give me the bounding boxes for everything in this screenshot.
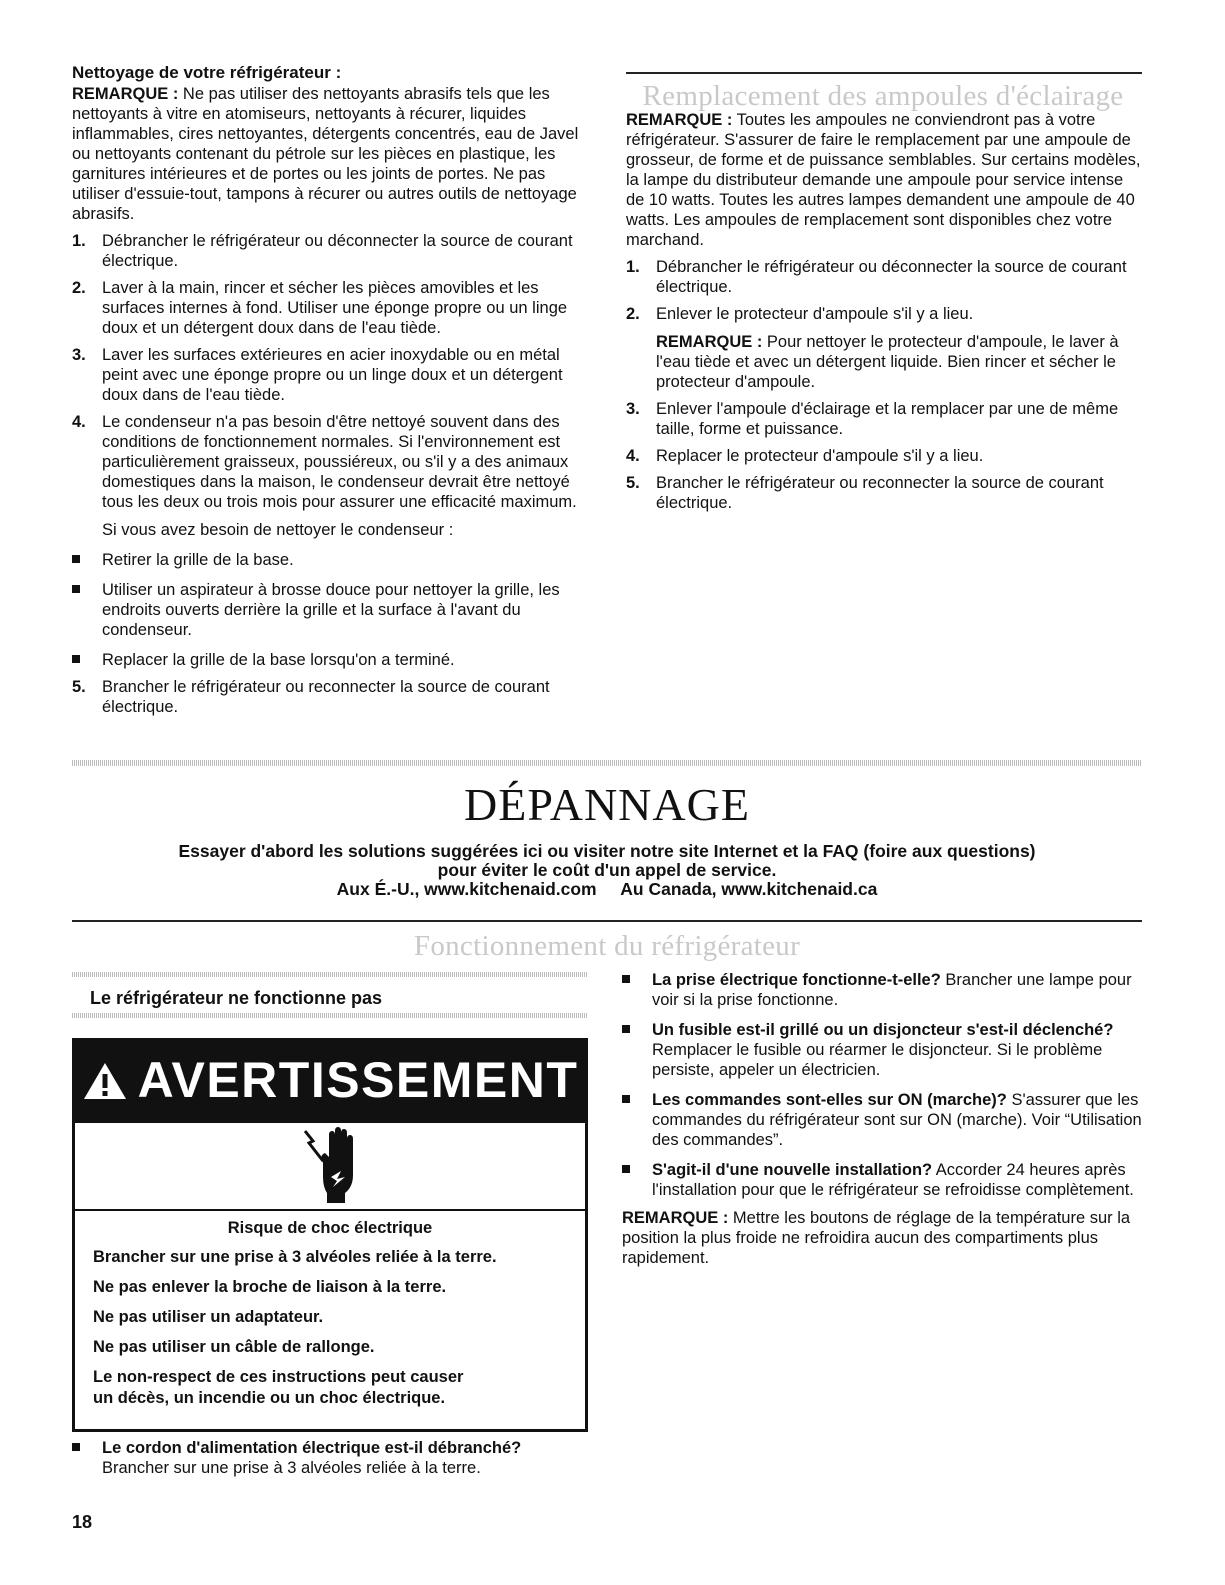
step-number: 4. xyxy=(626,447,640,465)
list-item xyxy=(626,304,1146,392)
question: Les commandes sont-elles sur ON (marche)? xyxy=(652,1091,1007,1109)
step-number: 4. xyxy=(72,413,86,431)
troubleshoot-bullets xyxy=(622,970,1142,1200)
cleaning-steps-end xyxy=(72,677,592,717)
power-cord-bullet xyxy=(72,1438,592,1478)
step-text: Débrancher le réfrigérateur ou déconnecter la source de courant électrique. xyxy=(102,232,573,270)
list-item xyxy=(72,412,592,540)
condenser-bullets xyxy=(72,550,592,670)
question: S'agit-il d'une nouvelle installation? xyxy=(652,1161,933,1179)
list-item xyxy=(626,446,1146,466)
list-item: Retirer la grille de la base. xyxy=(72,550,592,570)
answer: Brancher sur une prise à 3 alvéoles reliée à la terre. xyxy=(102,1459,481,1477)
subheading-rule-bottom xyxy=(72,1013,588,1018)
bulb-steps xyxy=(626,257,1146,513)
step-number: 1. xyxy=(72,232,86,250)
list-item: Utiliser un aspirateur à brosse douce pour nettoyer la grille, les endroits ouverts derrière la grille et la surface à l'avant du condenseur. xyxy=(72,580,592,640)
cleaning-steps xyxy=(72,231,592,540)
step-text: Enlever l'ampoule d'éclairage et la remplacer par une de même taille, forme et puissance. xyxy=(656,400,1119,438)
intro-line3: Aux É.-U., www.kitchenaid.com Au Canada, www.kitchenaid.ca xyxy=(336,879,878,899)
step-text: Enlever le protecteur d'ampoule s'il y a lieu. xyxy=(656,305,974,323)
step-number: 3. xyxy=(626,400,640,418)
note-label: REMARQUE : xyxy=(622,1209,729,1227)
temperature-note xyxy=(622,1208,1142,1268)
page-number: 18 xyxy=(72,1512,93,1532)
cleaning-note xyxy=(72,84,592,224)
cleaning-section xyxy=(72,62,592,717)
list-item: Replacer la grille de la base lorsqu'on a terminé. xyxy=(72,650,592,670)
question: La prise électrique fonctionne-t-elle? xyxy=(652,971,941,989)
list-item xyxy=(72,231,592,271)
bulb-section-title: Remplacement des ampoules d'éclairage xyxy=(642,80,1124,112)
warning-banner xyxy=(75,1041,585,1123)
question: Le cordon d'alimentation électrique est-il débranché? xyxy=(102,1439,522,1457)
answer: Remplacer le fusible ou réarmer le disjoncteur. Si le problème persiste, appeler un électricien. xyxy=(652,1041,1103,1079)
list-item xyxy=(622,1020,1142,1080)
step2-note xyxy=(656,332,1146,392)
note-text: Toutes les ampoules ne conviendront pas à votre réfrigérateur. S'assurer de faire le remplacement par une ampoule de grosseur, de forme et de puissance semblables. Sur certains modèles, la lampe du distributeur demande une ampoule pour service intense de 10 watts. Toutes les autres lampes demandent une ampoule de 40 watts. Les ampoules de remplacement sont disponibles chez votre marchand. xyxy=(626,111,1141,249)
electric-shock-hand-icon xyxy=(301,1127,361,1208)
note-text: Pour nettoyer le protecteur d'ampoule, le laver à l'eau tiède et avec un détergent liquide. Bien rincer et sécher le protecteur d'ampoule. xyxy=(656,333,1119,391)
subheading: Le réfrigérateur ne fonctionne pas xyxy=(90,988,383,1008)
subheading-rule-top xyxy=(72,972,588,977)
divider xyxy=(626,72,1142,74)
step-text: Brancher le réfrigérateur ou reconnecter la source de courant électrique. xyxy=(102,678,550,716)
warning-risk: Risque de choc électrique xyxy=(227,1218,433,1237)
note-text: Ne pas utiliser des nettoyants abrasifs tels que les nettoyants à vitre en atomiseurs, nettoyants à récurer, liquides inflammables, cires nettoyantes, détergents concentrés, eau de Javel ou nettoyants contenant du pétrole sur les pièces en plastique, les garnitures intérieures et de portes ou les joints de portes. Ne pas utiliser d'essuie-tout, tampons à récurer ou autres outils de nettoyage abrasifs. xyxy=(72,85,579,223)
step-text: Débrancher le réfrigérateur ou déconnecter la source de courant électrique. xyxy=(656,258,1127,296)
step-number: 1. xyxy=(626,258,640,276)
step-number: 5. xyxy=(72,678,86,696)
list-item xyxy=(72,677,592,717)
step-number: 2. xyxy=(626,305,640,323)
list-item xyxy=(626,399,1146,439)
operation-section-title: Fonctionnement du réfrigérateur xyxy=(413,930,801,962)
section-divider xyxy=(72,760,1142,766)
list-item xyxy=(72,345,592,405)
warning-line: Ne pas utiliser un câble de rallonge. xyxy=(93,1337,375,1356)
step-text: Laver à la main, rincer et sécher les pièces amovibles et les surfaces internes à fond. Utiliser une éponge propre ou un linge doux et un détergent doux dans de l'eau tiède. xyxy=(102,279,568,337)
list-item xyxy=(622,1090,1142,1150)
answer: Accorder 24 heures après l'installation pour que le réfrigérateur se refroidisse complètement. xyxy=(652,1161,1134,1199)
warning-line: Ne pas utiliser un adaptateur. xyxy=(93,1307,324,1326)
list-item xyxy=(72,1438,592,1478)
page-title: DÉPANNAGE xyxy=(464,779,750,830)
step-text: Replacer le protecteur d'ampoule s'il y a lieu. xyxy=(656,447,984,465)
bulb-section xyxy=(626,80,1146,513)
note-text: Mettre les boutons de réglage de la température sur la position la plus froide ne refroidira aucun des compartiments plus rapidement. xyxy=(622,1209,1131,1267)
warning-title: AVERTISSEMENT xyxy=(137,1052,579,1108)
step-number: 3. xyxy=(72,346,86,364)
note-label: REMARQUE : xyxy=(656,333,763,351)
step-text: Le condenseur n'a pas besoin d'être nettoyé souvent dans des conditions de fonctionnement normales. Si l'environnement est particulièrement graisseux, poussiéreux, ou s'il y a des animaux domestiques dans la maison, le condenseur devrait être nettoyé tous les deux ou trois mois pour assurer une efficacité maximum. xyxy=(102,413,577,511)
list-item xyxy=(72,278,592,338)
step4-extra: Si vous avez besoin de nettoyer le condenseur : xyxy=(102,521,454,539)
note-label: REMARQUE : xyxy=(72,85,179,103)
divider xyxy=(72,920,1142,922)
warning-line: Ne pas enlever la broche de liaison à la terre. xyxy=(93,1277,447,1296)
step-text: Laver les surfaces extérieures en acier inoxydable ou en métal peint avec une éponge propre ou un linge doux et un détergent doux dans de l'eau tiède. xyxy=(102,346,563,404)
question: Un fusible est-il grillé ou un disjoncteur s'est-il déclenché? xyxy=(652,1021,1114,1039)
warning-line: Brancher sur une prise à 3 alvéoles reliée à la terre. xyxy=(93,1247,497,1266)
step-number: 2. xyxy=(72,279,86,297)
warning-icon-area xyxy=(75,1123,585,1211)
warning-triangle-icon xyxy=(82,1045,128,1123)
bulb-note xyxy=(626,110,1146,250)
warning-text xyxy=(75,1211,585,1409)
note-label: REMARQUE : xyxy=(626,111,733,129)
list-item xyxy=(622,1160,1142,1200)
step-text: Brancher le réfrigérateur ou reconnecter la source de courant électrique. xyxy=(656,474,1104,512)
intro-line1: Essayer d'abord les solutions suggérées ici ou visiter notre site Internet et la FAQ (foire aux questions) xyxy=(178,841,1036,861)
troubleshoot-list xyxy=(622,970,1142,1268)
power-cord-item xyxy=(72,1438,592,1478)
intro-line2: pour éviter le coût d'un appel de service. xyxy=(437,860,777,880)
warning-consequence-1: Le non-respect de ces instructions peut causer xyxy=(93,1367,464,1386)
warning-box xyxy=(72,1038,588,1432)
warning-consequence-2: un décès, un incendie ou un choc électrique. xyxy=(93,1388,446,1407)
answer: Brancher une lampe pour voir si la prise fonctionne. xyxy=(652,971,1132,1009)
answer: S'assurer que les commandes du réfrigérateur sont sur ON (marche). Voir “Utilisation des commandes”. xyxy=(652,1091,1142,1149)
list-item xyxy=(626,473,1146,513)
cleaning-heading: Nettoyage de votre réfrigérateur : xyxy=(72,63,342,82)
intro xyxy=(72,842,1142,899)
list-item xyxy=(622,970,1142,1010)
list-item xyxy=(626,257,1146,297)
step-number: 5. xyxy=(626,474,640,492)
